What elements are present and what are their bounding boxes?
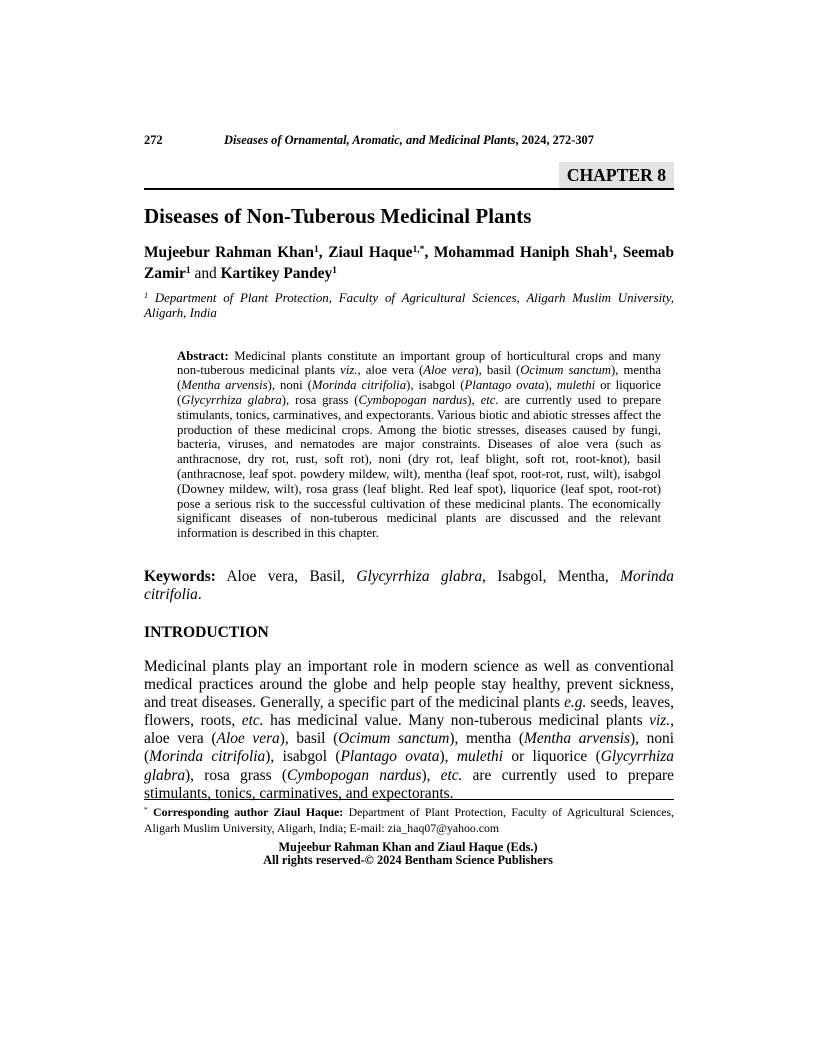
introduction-paragraph: Medicinal plants play an important role in modern science as well as conventional medical practices around the globe and help people stay healthy, prevent sickness, and treat diseases. Generally, a specific part of the medicinal plants e.g. seeds, leaves, flowers, roots, etc. has medicinal value. Many non-tuberous medicinal plants viz., aloe vera (Aloe vera), basil (Ocimum sanctum), mentha (Mentha arvensis), noni (Morinda citrifolia), isabgol (Plantago ovata), mulethi or liquorice (Glycyrrhiza glabra), rosa grass (Cymbopogan nardus), etc. are currently used to prepare stimulants, tonics, carminatives, and expectorants. bbox=[144, 657, 675, 802]
authors-line: Mujeebur Rahman Khan$^1$, Ziaul Haque$^{1,*}$, Mohammad Haniph Shah$^1$, Seemab Zamir$^1$ and Kartikey Pandey$^1$ bbox=[144, 243, 675, 282]
page-number: 272 bbox=[144, 133, 163, 147]
keywords-line: Keywords: Aloe vera, Basil, Glycyrrhiza glabra, Isabgol, Mentha, Morinda citrifolia. bbox=[144, 567, 674, 603]
chapter-title: Diseases of Non-Tuberous Medicinal Plants bbox=[144, 204, 532, 228]
footer-editors: Mujeebur Rahman Khan and Ziaul Haque (Eds.) bbox=[278, 840, 538, 854]
footer-copyright: All rights reserved-© 2024 Bentham Science Publishers bbox=[263, 853, 553, 867]
running-title: Diseases of Ornamental, Aromatic, and Medicinal Plants, 2024, 272-307 bbox=[224, 133, 594, 147]
affiliation-line: $^1$ Department of Plant Protection, Faculty of Agricultural Sciences, Aligarh Muslim University, Aligarh, India bbox=[144, 290, 674, 320]
chapter-badge: CHAPTER 8 bbox=[559, 162, 674, 188]
book-footer bbox=[0, 841, 816, 867]
chapter-badge-row bbox=[144, 162, 674, 190]
section-heading-introduction: INTRODUCTION bbox=[144, 623, 269, 641]
page-header bbox=[144, 133, 674, 147]
corresponding-author-footnote: * Corresponding author Ziaul Haque: Department of Plant Protection, Faculty of Agricultural Sciences, Aligarh Muslim University, Aligarh, India; E-mail: zia_haq07@yahoo.com bbox=[144, 799, 674, 836]
abstract-paragraph: Abstract: Medicinal plants constitute an important group of horticultural crops and many non-tuberous medicinal plants viz., aloe vera (Aloe vera), basil (Ocimum sanctum), mentha (Mentha arvensis), noni (Morinda citrifolia), isabgol (Plantago ovata), mulethi or liquorice (Glycyrrhiza glabra), rosa grass (Cymbopogan nardus), etc. are currently used to prepare stimulants, tonics, carminatives, and expectorants. Various biotic and abiotic stresses affect the production of these medicinal crops. Among the biotic stresses, diseases caused by fungi, bacteria, viruses, and nematodes are major constraints. Diseases of aloe vera (such as anthracnose, dry rot, rust, soft rot), noni (dry rot, leaf blight, soft rot, root-knot), basil (anthracnose, leaf spot. powdery mildew, wilt), mentha (leaf spot, root-rot, rust, wilt), isabgol (Downey mildew, wilt), rosa grass (leaf blight. Red leaf spot), liquorice (leaf spot, root-rot) pose a serious risk to the successful cultivation of these medicinal plants. The economically significant diseases of non-tuberous medicinal plants are discussed and the relevant information is described in this chapter. bbox=[177, 348, 662, 541]
